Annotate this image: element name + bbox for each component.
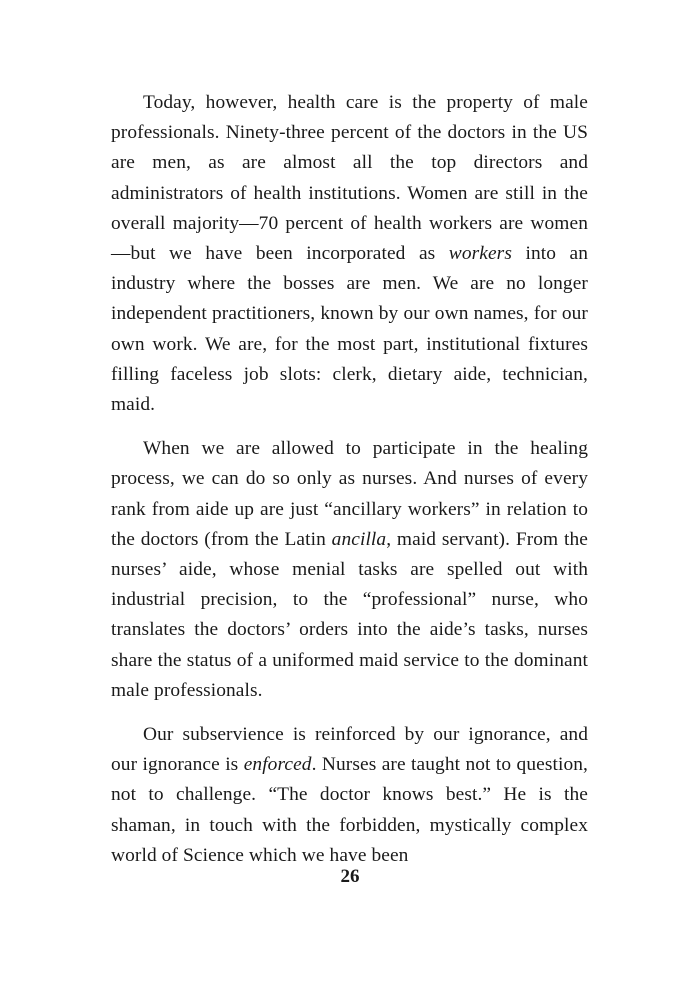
paragraph-1-text-1: Today, however, health care is the property of male professionals. Ninety-three percent of the doctors in the US are men, as are almost all the top directors and administrators of health institutions. Women are still in the overall majority—70 percent of health workers are women—but we have been incorporated as	[111, 92, 588, 265]
paragraph-2	[111, 434, 588, 706]
paragraph-3-text-1: Our subservience is reinforced by our ignorance, and our ignorance is	[111, 724, 588, 776]
paragraph-2-emphasis-ancilla: ancilla	[331, 528, 387, 550]
paragraph-3-emphasis-enforced: enforced	[243, 754, 312, 776]
page-body	[111, 88, 588, 885]
paragraph-3-text-2: . Nurses are taught not to question, not to challenge. “The doctor knows best.” He is the shaman, in touch with the forbidden, mystically complex world of Science which we have been	[111, 754, 588, 866]
paragraph-2-text-1: When we are allowed to participate in the healing process, we can do so only as nurses. And nurses of every rank from aide up are just “ancillary workers” in relation to the doctors (from the Latin	[111, 438, 588, 550]
page-number: 26	[340, 866, 360, 887]
paragraph-1-text-2: into an industry where the bosses are men. We are no longer independent practitioners, known by our own names, for our own work. We are, for the most part, institutional fixtures filling faceless job slots: clerk, dietary aide, technician, maid.	[111, 243, 589, 416]
paragraph-2-text-2: , maid servant). From the nurses’ aide, whose menial tasks are spelled out with industrial precision, to the “professional” nurse, who translates the doctors’ orders into the aide’s tasks, nurses share the status of a uniformed maid service to the dominant male professionals.	[111, 528, 588, 701]
paragraph-1-emphasis-workers: workers	[448, 243, 512, 265]
paragraph-1	[111, 88, 588, 420]
paragraph-3	[111, 720, 588, 871]
